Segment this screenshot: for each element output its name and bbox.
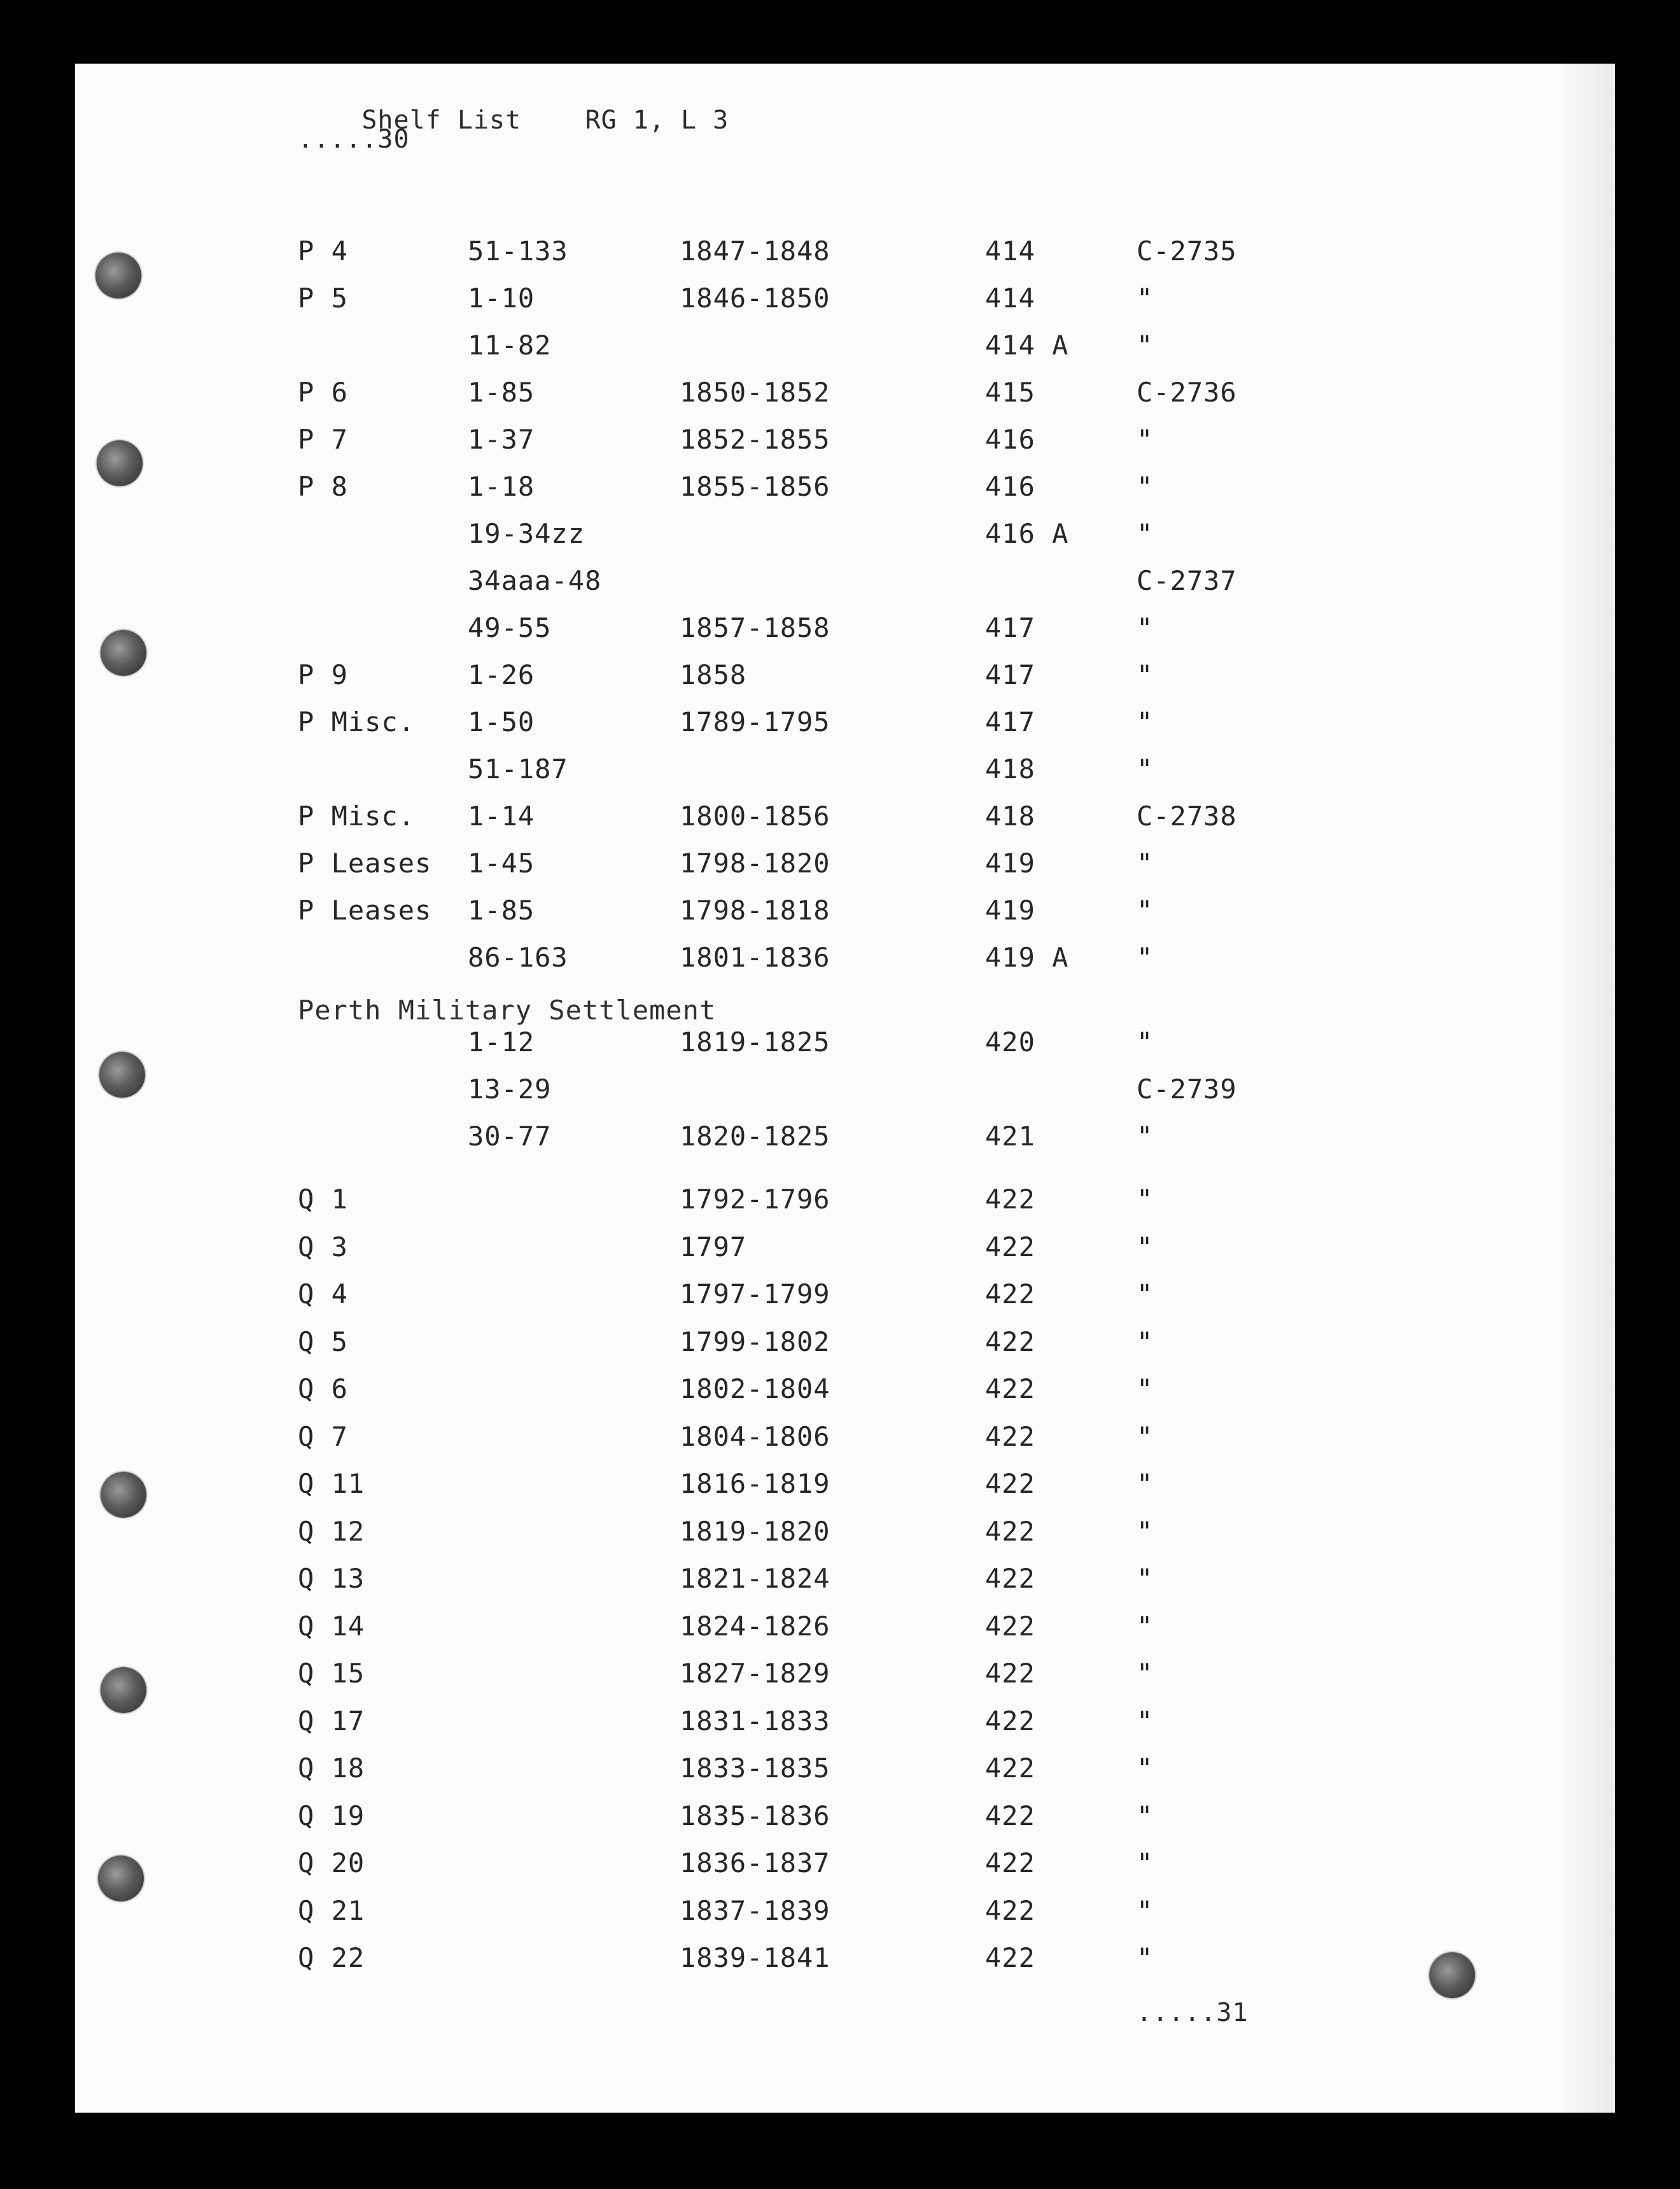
volume-number: 417 <box>985 612 1035 643</box>
table-row <box>75 424 1615 462</box>
reel-number: " <box>1137 330 1154 361</box>
item-range: 1-26 <box>468 659 535 690</box>
volume-number: 422 <box>985 1278 1035 1310</box>
item-range: 34aaa-48 <box>468 565 602 596</box>
table-row <box>75 1121 1615 1159</box>
volume-number: 416 <box>985 471 1035 502</box>
document-title: Shelf List <box>361 106 522 135</box>
reel-number: " <box>1137 1026 1154 1058</box>
item-range: 1-12 <box>468 1026 535 1058</box>
table-row <box>75 1326 1615 1364</box>
date-range: 1839-1841 <box>680 1942 830 1973</box>
document-page <box>75 64 1615 2113</box>
table-row <box>75 1074 1615 1112</box>
item-range: 11-82 <box>468 330 552 361</box>
date-range: 1827-1829 <box>680 1658 830 1689</box>
item-range: 1-50 <box>468 706 535 738</box>
reel-number: " <box>1137 1658 1154 1689</box>
reel-number: " <box>1137 1800 1154 1831</box>
table-row <box>75 1373 1615 1411</box>
volume-number: 421 <box>985 1121 1035 1152</box>
volume-number: 416 A <box>985 518 1069 549</box>
reel-number: C-2739 <box>1137 1074 1237 1105</box>
item-range: 19-34zz <box>468 518 585 549</box>
date-range: 1850-1852 <box>680 377 830 408</box>
reel-number: " <box>1137 1373 1154 1404</box>
table-row <box>75 235 1615 274</box>
table-row <box>75 895 1615 933</box>
volume-number: 419 <box>985 895 1035 926</box>
reel-number: " <box>1137 1847 1154 1878</box>
reel-number: " <box>1137 612 1154 643</box>
reel-number: " <box>1137 848 1154 879</box>
date-range: 1824-1826 <box>680 1611 830 1642</box>
volume-number: 414 <box>985 235 1035 267</box>
table-row <box>75 377 1615 415</box>
item-code: Q 11 <box>298 1468 365 1499</box>
date-range: 1833-1835 <box>680 1752 830 1784</box>
reel-number: " <box>1137 1326 1154 1357</box>
reel-number: " <box>1137 1184 1154 1215</box>
reel-number: " <box>1137 895 1154 926</box>
volume-number: 414 <box>985 283 1035 314</box>
reel-number: C-2736 <box>1137 377 1237 408</box>
item-code: Q 22 <box>298 1942 365 1973</box>
reel-number: " <box>1137 706 1154 738</box>
reel-number: " <box>1137 942 1154 973</box>
volume-number: 417 <box>985 659 1035 690</box>
item-code: P 4 <box>298 235 348 267</box>
item-code: P Misc. <box>298 801 416 832</box>
reel-number: " <box>1137 753 1154 785</box>
volume-number: 422 <box>985 1373 1035 1404</box>
volume-number: 422 <box>985 1658 1035 1689</box>
volume-number: 419 <box>985 848 1035 879</box>
date-range: 1816-1819 <box>680 1468 830 1499</box>
item-code: P 6 <box>298 377 348 408</box>
reel-number: " <box>1137 659 1154 690</box>
volume-number: 419 A <box>985 942 1069 973</box>
item-range: 1-14 <box>468 801 535 832</box>
volume-number: 422 <box>985 1611 1035 1642</box>
reel-number: " <box>1137 1563 1154 1594</box>
reel-number: C-2738 <box>1137 801 1237 832</box>
table-row <box>75 1752 1615 1791</box>
volume-number: 422 <box>985 1895 1035 1926</box>
date-range: 1792-1796 <box>680 1184 830 1215</box>
table-row <box>75 330 1615 368</box>
item-range: 86-163 <box>468 942 568 973</box>
date-range: 1798-1818 <box>680 895 830 926</box>
table-row <box>75 706 1615 745</box>
volume-number: 422 <box>985 1326 1035 1357</box>
date-range: 1835-1836 <box>680 1800 830 1831</box>
volume-number: 422 <box>985 1847 1035 1878</box>
item-range: 30-77 <box>468 1121 552 1152</box>
date-range: 1797 <box>680 1231 747 1262</box>
date-range: 1804-1806 <box>680 1421 830 1452</box>
reel-number: " <box>1137 424 1154 455</box>
volume-number: 414 A <box>985 330 1069 361</box>
date-range: 1789-1795 <box>680 706 830 738</box>
item-code: Q 18 <box>298 1752 365 1784</box>
date-range: 1797-1799 <box>680 1278 830 1310</box>
item-code: Q 15 <box>298 1658 365 1689</box>
table-row <box>75 612 1615 650</box>
date-range: 1819-1820 <box>680 1516 830 1547</box>
volume-number: 422 <box>985 1800 1035 1831</box>
volume-number: 422 <box>985 1468 1035 1499</box>
item-code: P 9 <box>298 659 348 690</box>
date-range: 1858 <box>680 659 747 690</box>
item-code: P 8 <box>298 471 348 502</box>
volume-number: 422 <box>985 1752 1035 1784</box>
volume-number: 417 <box>985 706 1035 738</box>
item-code: Q 5 <box>298 1326 348 1357</box>
reel-number: " <box>1137 1895 1154 1926</box>
item-range: 49-55 <box>468 612 552 643</box>
item-code: Q 4 <box>298 1278 348 1310</box>
date-range: 1847-1848 <box>680 235 830 267</box>
item-code: P Leases <box>298 895 432 926</box>
volume-number: 415 <box>985 377 1035 408</box>
table-row <box>75 753 1615 792</box>
item-range: 13-29 <box>468 1074 552 1105</box>
table-row <box>75 1516 1615 1554</box>
date-range: 1800-1856 <box>680 801 830 832</box>
volume-number: 416 <box>985 424 1035 455</box>
reel-number: " <box>1137 518 1154 549</box>
reel-number: " <box>1137 471 1154 502</box>
item-range: 1-45 <box>468 848 535 879</box>
item-range: 1-85 <box>468 377 535 408</box>
table-row <box>75 1895 1615 1933</box>
reel-number: " <box>1137 1942 1154 1973</box>
item-code: Q 21 <box>298 1895 365 1926</box>
reel-number: " <box>1137 1611 1154 1642</box>
reel-number: " <box>1137 1516 1154 1547</box>
reel-number: " <box>1137 1278 1154 1310</box>
table-row <box>75 283 1615 321</box>
volume-number: 420 <box>985 1026 1035 1058</box>
volume-number: 422 <box>985 1942 1035 1973</box>
item-code: Q 13 <box>298 1563 365 1594</box>
item-code: P 5 <box>298 283 348 314</box>
volume-number: 422 <box>985 1516 1035 1547</box>
table-row <box>75 1611 1615 1649</box>
table-row <box>75 1847 1615 1885</box>
volume-number: 422 <box>985 1421 1035 1452</box>
item-code: P Leases <box>298 848 432 879</box>
item-code: P Misc. <box>298 706 416 738</box>
reel-number: C-2735 <box>1137 235 1237 267</box>
volume-number: 418 <box>985 801 1035 832</box>
item-code: Q 3 <box>298 1231 348 1262</box>
table-row <box>75 942 1615 980</box>
table-row <box>75 565 1615 603</box>
item-range: 51-133 <box>468 235 568 267</box>
table-row <box>75 1278 1615 1317</box>
item-code: Q 19 <box>298 1800 365 1831</box>
date-range: 1801-1836 <box>680 942 830 973</box>
reel-number: " <box>1137 1468 1154 1499</box>
date-range: 1799-1802 <box>680 1326 830 1357</box>
item-code: Q 12 <box>298 1516 365 1547</box>
volume-number: 422 <box>985 1705 1035 1737</box>
table-row <box>75 1800 1615 1838</box>
date-range: 1802-1804 <box>680 1373 830 1404</box>
table-row <box>75 1026 1615 1065</box>
item-code: Q 20 <box>298 1847 365 1878</box>
item-code: Q 14 <box>298 1611 365 1642</box>
date-range: 1821-1824 <box>680 1563 830 1594</box>
table-row <box>75 801 1615 839</box>
reel-number: " <box>1137 1421 1154 1452</box>
item-range: 1-18 <box>468 471 535 502</box>
item-code: Q 1 <box>298 1184 348 1215</box>
date-range: 1819-1825 <box>680 1026 830 1058</box>
reel-number: " <box>1137 1121 1154 1152</box>
volume-number: 422 <box>985 1231 1035 1262</box>
date-range: 1855-1856 <box>680 471 830 502</box>
reel-number: " <box>1137 1231 1154 1262</box>
table-row <box>75 1942 1615 1980</box>
date-range: 1857-1858 <box>680 612 830 643</box>
volume-number: 418 <box>985 753 1035 785</box>
volume-number: 422 <box>985 1563 1035 1594</box>
date-range: 1852-1855 <box>680 424 830 455</box>
volume-number: 422 <box>985 1184 1035 1215</box>
item-range: 1-10 <box>468 283 535 314</box>
table-row <box>75 1184 1615 1222</box>
table-row <box>75 1563 1615 1601</box>
item-range: 1-37 <box>468 424 535 455</box>
date-range: 1836-1837 <box>680 1847 830 1878</box>
item-range: 51-187 <box>468 753 568 785</box>
table-row <box>75 659 1615 697</box>
item-code: Q 17 <box>298 1705 365 1737</box>
section-heading: Perth Military Settlement <box>298 995 717 1026</box>
table-row <box>75 1231 1615 1269</box>
page-marker: .....30 <box>298 125 410 154</box>
date-range: 1820-1825 <box>680 1121 830 1152</box>
date-range: 1798-1820 <box>680 848 830 879</box>
reel-number: " <box>1137 1705 1154 1737</box>
table-row <box>75 848 1615 886</box>
item-code: Q 6 <box>298 1373 348 1404</box>
record-group-reference: RG 1, L 3 <box>585 106 729 135</box>
date-range: 1831-1833 <box>680 1705 830 1737</box>
table-row <box>75 518 1615 556</box>
item-code: Q 7 <box>298 1421 348 1452</box>
item-code: P 7 <box>298 424 348 455</box>
table-row <box>75 1658 1615 1696</box>
table-row <box>75 471 1615 509</box>
continuation-marker: .....31 <box>1137 1998 1249 2027</box>
table-row <box>75 1421 1615 1459</box>
table-row <box>75 1468 1615 1506</box>
table-row <box>75 1705 1615 1744</box>
item-range: 1-85 <box>468 895 535 926</box>
reel-number: " <box>1137 283 1154 314</box>
date-range: 1846-1850 <box>680 283 830 314</box>
date-range: 1837-1839 <box>680 1895 830 1926</box>
reel-number: " <box>1137 1752 1154 1784</box>
reel-number: C-2737 <box>1137 565 1237 596</box>
